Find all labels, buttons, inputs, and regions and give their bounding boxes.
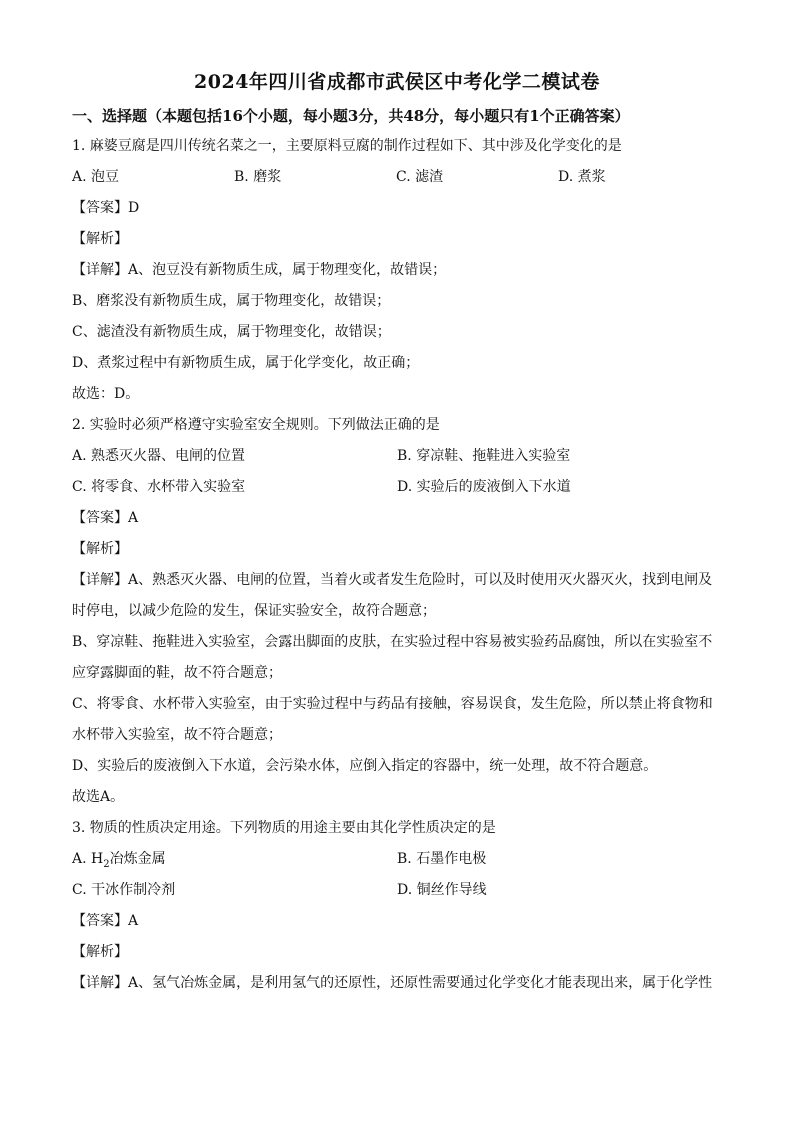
question-1-detail-line: D、煮浆过程中有新物质生成，属于化学变化，故正确； — [72, 355, 420, 371]
question-3-detail-line: 【详解】A、氢气冶炼金属，是利用氢气的还原性，还原性需要通过化学变化才能表现出来，属于化学性 — [72, 975, 713, 991]
question-3-stem: 3. 物质的性质决定用途。下列物质的用途主要由其化学性质决定的是 — [72, 820, 496, 836]
option-d: D. 铜丝作导线 — [397, 882, 487, 898]
question-1-conclusion: 故选：D。 — [72, 386, 140, 402]
option-a-suffix: 冶炼金属 — [109, 851, 166, 867]
question-2-analysis-label: 【解析】 — [72, 541, 128, 557]
option-c: C. 干冰作制冷剂 — [72, 882, 176, 898]
question-1-detail-line: 【详解】A、泡豆没有新物质生成，属于物理变化，故错误； — [72, 262, 447, 278]
option-d: D. 实验后的废液倒入下水道 — [397, 479, 571, 495]
option-c: C. 滤渣 — [396, 169, 444, 185]
option-b: B. 磨浆 — [234, 169, 282, 185]
option-d: D. 煮浆 — [558, 169, 606, 185]
question-1-answer: 【答案】D — [72, 200, 140, 216]
option-a — [72, 849, 397, 880]
question-1-analysis-label: 【解析】 — [72, 231, 128, 247]
question-1-options — [72, 167, 722, 198]
question-1-stem: 1. 麻婆豆腐是四川传统名菜之一，主要原料豆腐的制作过程如下、其中涉及化学变化的是 — [72, 138, 622, 154]
question-2-options-row-1 — [72, 446, 722, 477]
question-2-stem: 2. 实验时必须严格遵守实验室安全规则。下列做法正确的是 — [72, 417, 440, 433]
option-a: A. 泡豆 — [72, 169, 120, 185]
option-c: C. 将零食、水杯带入实验室 — [72, 479, 246, 495]
question-2-detail-line: 水杯带入实验室，故不符合题意； — [72, 727, 282, 743]
question-2-detail-line: 【详解】A、熟悉灭火器、电闸的位置，当着火或者发生危险时，可以及时使用灭火器灭火，找到电闸及 — [72, 572, 713, 588]
question-2-detail-line: C、将零食、水杯带入实验室，由于实验过程中与药品有接触，容易误食，发生危险，所以禁止将食物和 — [72, 696, 713, 712]
question-2-detail-line: 时停电，以减少危险的发生，保证实验安全，故符合题意； — [72, 603, 436, 619]
question-2-detail-line: 应穿露脚面的鞋，故不符合题意； — [72, 665, 282, 681]
question-1-detail-line: B、磨浆没有新物质生成，属于物理变化，故错误； — [72, 293, 391, 309]
option-a-subscript: 2 — [103, 858, 110, 870]
question-3-options-row-1 — [72, 849, 722, 880]
question-3-analysis-label: 【解析】 — [72, 944, 128, 960]
option-b: B. 石墨作电极 — [397, 851, 487, 867]
page-title: 2024年四川省成都市武侯区中考化学二模试卷 — [194, 71, 600, 93]
section-heading: 一、选择题（本题包括16个小题，每小题3分，共48分，每小题只有1个正确答案） — [72, 107, 630, 125]
question-1-detail-line: C、滤渣没有新物质生成，属于物理变化，故错误； — [72, 324, 391, 340]
option-b: B. 穿凉鞋、拖鞋进入实验室 — [397, 448, 571, 464]
question-2-conclusion: 故选A。 — [72, 789, 125, 805]
question-2-detail-line: B、穿凉鞋、拖鞋进入实验室，会露出脚面的皮肤，在实验过程中容易被实验药品腐蚀，所以在实验室不 — [72, 634, 713, 650]
question-3-options-row-2 — [72, 880, 722, 911]
question-2-answer: 【答案】A — [72, 510, 139, 526]
question-3-answer: 【答案】A — [72, 913, 139, 929]
question-2-options-row-2 — [72, 477, 722, 508]
option-a: A. 熟悉灭火器、电闸的位置 — [72, 448, 246, 464]
question-2-detail-line: D、实验后的废液倒入下水道，会污染水体，应倒入指定的容器中，统一处理，故不符合题意。 — [72, 758, 658, 774]
option-a-prefix: A. H — [72, 851, 104, 867]
